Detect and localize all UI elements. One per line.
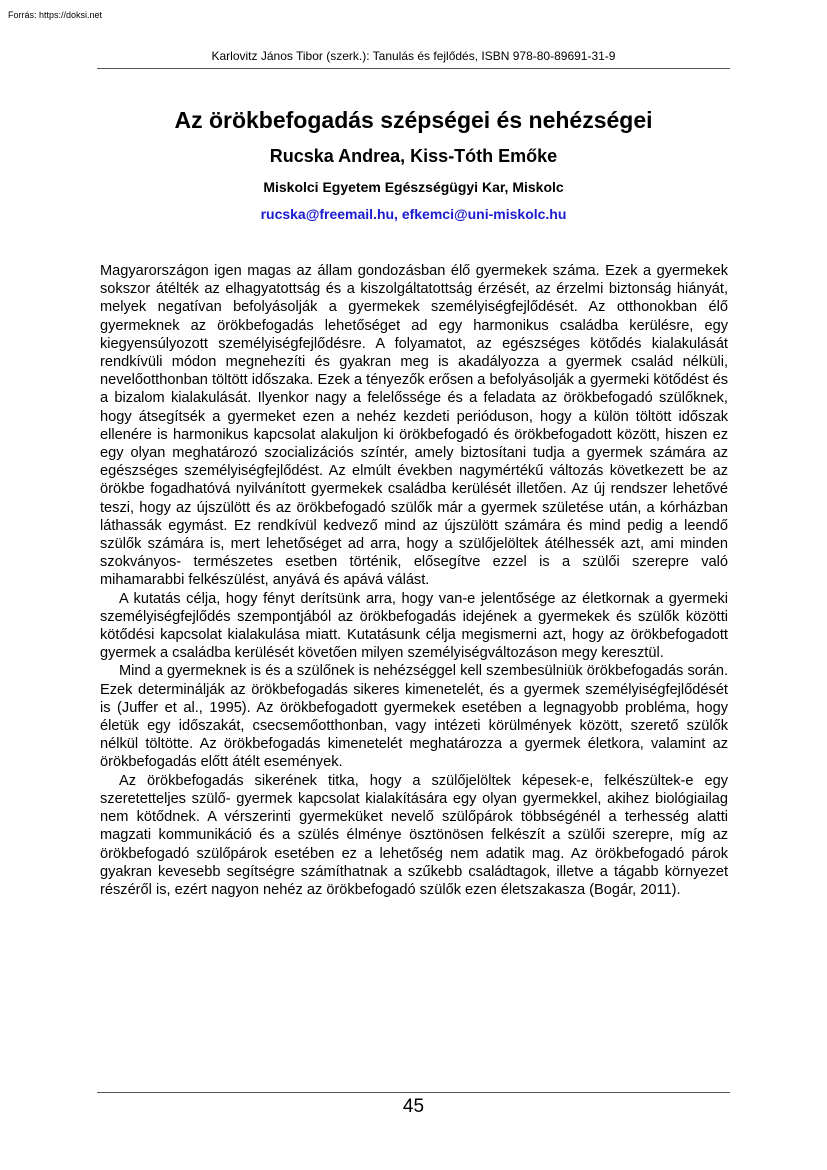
running-header: Karlovitz János Tibor (szerk.): Tanulás és fejlődés, ISBN 978-80-89691-31-9 [211, 49, 616, 63]
paper-title: Az örökbefogadás szépségei és nehézségei [174, 107, 653, 133]
author-emails[interactable]: rucska@freemail.hu, efkemci@uni-miskolc.hu [260, 206, 567, 222]
body-text [100, 262, 728, 899]
author-affiliation: Miskolci Egyetem Egészségügyi Kar, Miskolc [263, 179, 564, 195]
paragraph-research-aim: A kutatás célja, hogy fényt derítsünk arra, hogy van-e jelentősége az életkornak a gyermeki személyiségfejlődés szempontjából az örökbefogadás idejének a gyermekek és szülők közötti kötődési kapcsolat kialakulása miatt. Kutatásunk célja megismerni azt, hogy az örökbefogadott gyermek a családba kerülését követően milyen személyiségváltozáson megy keresztül. [100, 590, 728, 662]
source-label: Forrás: https://doksi.net [8, 10, 103, 20]
footer-divider [97, 1092, 730, 1093]
paragraph-success: Az örökbefogadás sikerének titka, hogy a szülőjelöltek képesek-e, felkészültek-e egy szeretetteljes szülő- gyermek kapcsolat kialakítására egy olyan gyermekkel, akihez biológiailag nem kötődnek. A vérszerinti gyermeküket nevelő szülőpárok többségénél a terhesség alatti magzati kommunikáció és a szülés élménye ösztönösen felkészít a szülői szerepre, míg az örökbefogadó szülőpárok esetében ez a lehetőség nem adatik mag. Az örökbefogadó párok gyakran kevesebb segítségre számíthatnak a szűkebb családtagok, illetve a tágabb környezet részéről is, ezért nagyon nehéz az örökbefogadó szülők ezen életszakasza (Bogár, 2011). [100, 772, 728, 898]
page-number: 45 [402, 1096, 425, 1117]
paragraph-difficulties: Mind a gyermeknek is és a szülőnek is nehézséggel kell szembesülniük örökbefogadás során. Ezek determinálják az örökbefogadás sikeres kimenetelét, és a gyermek személyiségfejlődését is (Juffer et al., 1995). Az örökbefogadott gyermekek esetében a legnagyobb probléma, hogy életük egy időszakát, csecsemőotthonban, vagy intézeti körülmények között, szerető szülők nélkül töltötte. Az örökbefogadás kimenetelét meghatározza a gyermek életkora, valamint az örökbefogadás előtt átélt események. [100, 663, 728, 771]
paper-authors: Rucska Andrea, Kiss-Tóth Emőke [269, 146, 558, 166]
header-divider [97, 68, 730, 69]
paragraph-intro: Magyarországon igen magas az állam gondozásban élő gyermekek száma. Ezek a gyermekek sokszor átélték az elhagyatottság és a kiszolgáltatottság érzését, az érzelmi biztonság hiányát, melyek negatívan befolyásolják a gyermekek személyiségfejlődését. Az otthonokban élő gyermeknek az örökbefogadás lehetőséget ad egy harmonikus családba kerülésre, egy kiegyensúlyozott személyiségfejlődésre. A folyamatot, az egészséges kötődés kialakulását rendkívüli módon megnehezíti és gyakran meg is akadályozza a gyermek család nélküli, nevelőotthonban töltött időszaka. Ezek a tényezők erősen a befolyásolják a gyermeki kötődést és a bizalom kialakulását. Ilyenkor nagy a felelőssége és a feladata az örökbefogadó szülőknek, hogy átsegítsék a gyermeket ezen a nehéz kezdeti perióduson, hogy a külön töltött időszak ellenére is harmonikus kapcsolat alakuljon ki örökbefogadó és örökbefogadott között, hiszen ez egy olyan meghatározó szocializációs színtér, amely biztosítani tudja a gyermek számára az egészséges személyiségfejlődést. Az elmúlt években nagymértékű változás következett be az örökbe fogadhatóvá nyilvánított gyermekek családba kerülését illetően. Az új rendszer lehetővé teszi, hogy az újszülött és az örökbefogadó szülők már a gyermek születése után, a kórházban láthassák egymást. Ez rendkívül kedvező mind az újszülött számára és mind pedig a leendő szülők számára is, mert lehetőséget ad arra, hogy a szülőjelöltek átélhessék azt, ami minden szokványos- természetes esetben történik, elősegítve ezzel is a szülői szerepre való mihamarabbi felkészülést, anyává és apává válást. [100, 263, 728, 589]
